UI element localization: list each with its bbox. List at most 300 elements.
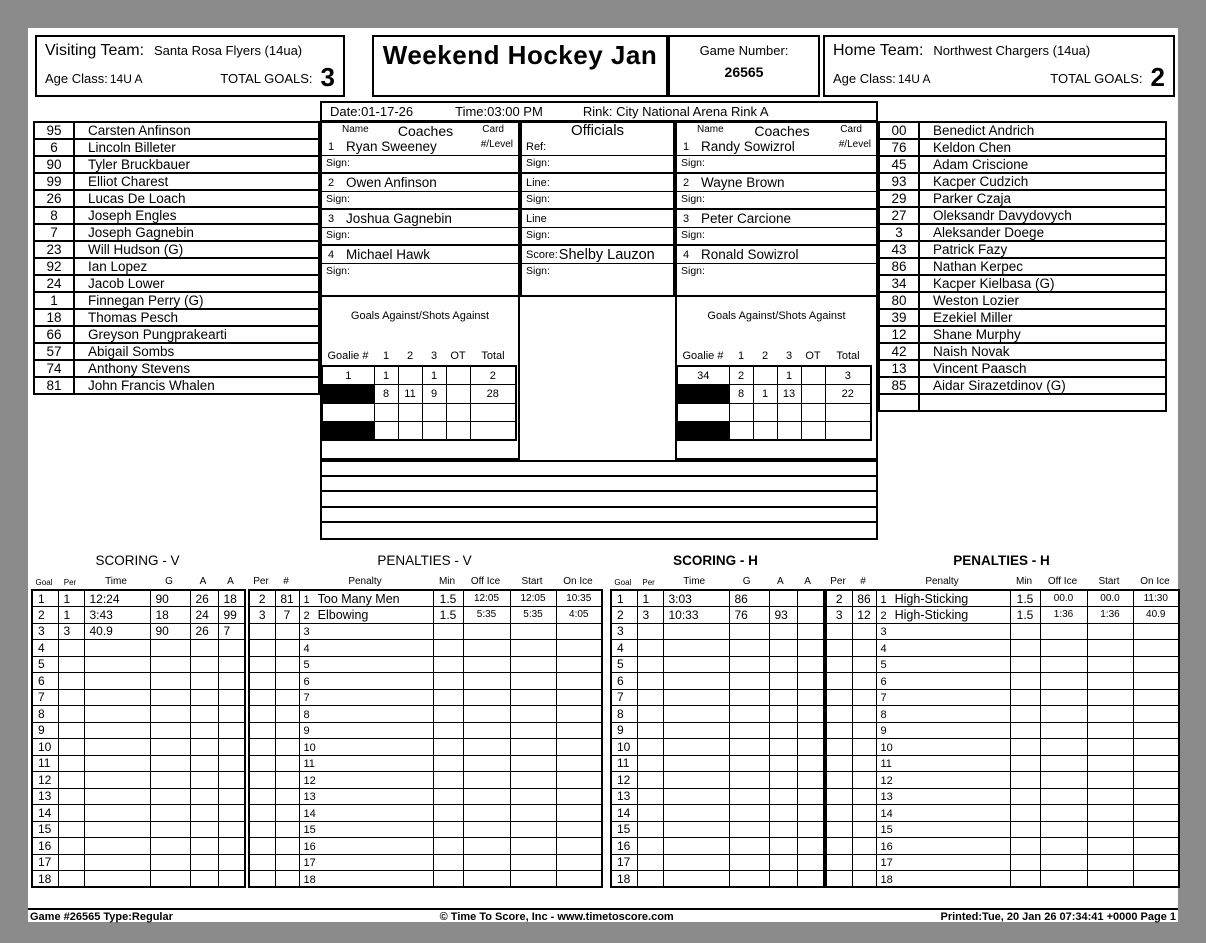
game-number-box — [668, 35, 820, 97]
goal-scorer — [150, 838, 190, 855]
sign-label: Sign: — [526, 157, 550, 169]
player-number: 42 — [879, 343, 919, 360]
goalie-number-cell — [677, 403, 729, 422]
period: 3 — [58, 623, 84, 640]
assist-2 — [218, 755, 245, 772]
home-age-class-value: 14U A — [897, 72, 931, 87]
player-number: 43 — [879, 241, 919, 258]
scoring-row — [32, 640, 245, 657]
scoresheet-page — [28, 28, 1178, 922]
visiting-coaches-box — [320, 121, 520, 297]
penalty-minutes — [433, 640, 463, 657]
penalty-period: 2 — [249, 590, 275, 607]
player-name: Oleksandr Davydovych — [919, 207, 1166, 224]
penalty-start — [1087, 722, 1133, 739]
goals-against-row — [677, 366, 871, 385]
penalty-off-ice — [463, 706, 510, 723]
assist-2 — [797, 623, 824, 640]
penalty-row — [826, 607, 1179, 624]
penalty-off-ice: 1:36 — [1040, 607, 1087, 624]
penalty-period — [826, 788, 852, 805]
penalty-period — [249, 788, 275, 805]
assist-1 — [190, 689, 218, 706]
penalty-cell — [299, 755, 433, 772]
penalty-cell — [299, 821, 433, 838]
blank-row — [322, 462, 876, 477]
penalty-cell — [876, 689, 1010, 706]
goals-against-row — [322, 385, 516, 404]
roster-row — [879, 241, 1166, 258]
scoring-row — [32, 854, 245, 871]
goal-number: 1 — [32, 590, 58, 607]
event-title-box — [372, 35, 668, 97]
roster-row — [34, 139, 319, 156]
goal-time — [663, 640, 729, 657]
penalty-cell — [876, 821, 1010, 838]
goal-number: 8 — [611, 706, 637, 723]
column-headers — [825, 569, 1178, 589]
penalty-cell — [299, 623, 433, 640]
penalty-start — [510, 739, 556, 756]
goal-scorer — [729, 755, 769, 772]
visiting-total-goals-value: 3 — [320, 62, 335, 92]
goal-scorer — [729, 838, 769, 855]
column-headers — [610, 569, 821, 589]
penalty-period — [249, 755, 275, 772]
penalty-start — [510, 722, 556, 739]
period: 1 — [58, 607, 84, 624]
penalty-period — [249, 772, 275, 789]
penalty-start — [510, 805, 556, 822]
period — [58, 739, 84, 756]
penalty-period — [826, 772, 852, 789]
goal-number: 9 — [611, 722, 637, 739]
penalty-on-ice — [1133, 755, 1179, 772]
penalty-minutes — [1010, 854, 1040, 871]
scoring-table — [31, 589, 246, 888]
penalty-player-number — [275, 871, 299, 888]
coach-row — [322, 246, 518, 264]
roster-row — [34, 190, 319, 207]
penalty-row — [826, 772, 1179, 789]
goal-time — [84, 673, 150, 690]
scoring-h-section — [610, 553, 821, 888]
goal-scorer — [729, 854, 769, 871]
goal-scorer — [150, 821, 190, 838]
player-name: Kacper Cudzich — [919, 173, 1166, 190]
goals-against-cell: 13 — [777, 385, 801, 404]
penalty-row-number: 7 — [303, 692, 310, 705]
goal-number: 18 — [611, 871, 637, 888]
period — [58, 722, 84, 739]
scoring-row — [611, 607, 824, 624]
player-number: 57 — [34, 343, 74, 360]
goalie-number-cell — [677, 422, 729, 441]
penalty-start — [510, 673, 556, 690]
goals-against-cell — [777, 422, 801, 441]
penalty-minutes: 1.5 — [433, 607, 463, 624]
roster-row — [879, 360, 1166, 377]
goal-number: 16 — [611, 838, 637, 855]
assist-1 — [769, 590, 797, 607]
penalty-start: 1:36 — [1087, 607, 1133, 624]
penalty-on-ice: 4:05 — [556, 607, 602, 624]
player-number: 8 — [34, 207, 74, 224]
coaches-header — [322, 123, 518, 138]
sign-label: Sign: — [526, 265, 550, 277]
scoring-row — [611, 739, 824, 756]
scoring-row — [32, 689, 245, 706]
penalty-player-number — [275, 854, 299, 871]
goal-number: 13 — [32, 788, 58, 805]
column-header: A — [804, 576, 811, 587]
penalty-row-number: 4 — [880, 642, 887, 655]
penalty-row — [826, 706, 1179, 723]
player-number: 74 — [34, 360, 74, 377]
penalty-period — [826, 689, 852, 706]
goal-number: 12 — [32, 772, 58, 789]
official-sign-row — [522, 228, 673, 246]
sign-label: Sign: — [526, 193, 550, 205]
penalty-player-number: 7 — [275, 607, 299, 624]
penalty-player-number — [852, 722, 876, 739]
player-name: Jacob Lower — [74, 275, 319, 292]
goals-against-cell: 11 — [398, 385, 422, 404]
penalty-start — [1087, 805, 1133, 822]
roster-row — [34, 241, 319, 258]
assist-2 — [797, 871, 824, 888]
player-number: 92 — [34, 258, 74, 275]
goal-time — [663, 854, 729, 871]
assist-1 — [190, 722, 218, 739]
visiting-goals-against-box — [320, 295, 520, 460]
period — [637, 640, 663, 657]
coach-row — [677, 174, 876, 192]
goal-scorer — [150, 656, 190, 673]
goal-time: 3:43 — [84, 607, 150, 624]
penalty-period: 2 — [826, 590, 852, 607]
player-name: Naish Novak — [919, 343, 1166, 360]
assist-2 — [797, 640, 824, 657]
player-number: 34 — [879, 275, 919, 292]
penalty-off-ice — [1040, 689, 1087, 706]
footer-copyright: © Time To Score, Inc - www.timetoscore.com — [439, 911, 674, 923]
penalty-on-ice — [556, 772, 602, 789]
roster-row — [34, 343, 319, 360]
penalty-row — [249, 788, 602, 805]
assist-2 — [218, 706, 245, 723]
penalty-off-ice — [1040, 788, 1087, 805]
player-number: 23 — [34, 241, 74, 258]
goal-scorer — [150, 772, 190, 789]
scoring-row — [611, 871, 824, 888]
column-header: Penalty — [348, 576, 382, 587]
penalty-on-ice — [1133, 689, 1179, 706]
penalty-minutes — [433, 854, 463, 871]
penalty-player-number — [852, 854, 876, 871]
goal-number: 2 — [32, 607, 58, 624]
penalty-period — [249, 821, 275, 838]
penalty-cell — [299, 838, 433, 855]
goal-scorer — [729, 623, 769, 640]
goal-number: 5 — [611, 656, 637, 673]
penalty-start — [1087, 706, 1133, 723]
player-name: Vincent Paasch — [919, 360, 1166, 377]
goals-against-table — [321, 365, 517, 441]
assist-1: 24 — [190, 607, 218, 624]
roster-row — [34, 377, 319, 394]
player-number: 13 — [879, 360, 919, 377]
roster-row — [879, 156, 1166, 173]
penalty-row-number: 10 — [880, 741, 893, 754]
player-name: Nathan Kerpec — [919, 258, 1166, 275]
goal-number: 3 — [32, 623, 58, 640]
period — [58, 871, 84, 888]
coach-number: 3 — [683, 212, 690, 225]
penalty-row — [826, 788, 1179, 805]
column-header: A — [777, 576, 784, 587]
player-name: Joseph Engles — [74, 207, 319, 224]
coaches-title: Coaches — [754, 123, 810, 139]
official-label: Ref: — [526, 140, 547, 153]
goals-against-cell — [422, 422, 446, 441]
assist-2 — [218, 640, 245, 657]
penalty-cell — [876, 607, 1010, 624]
penalty-row-number: 3 — [303, 626, 310, 639]
goal-number: 3 — [611, 623, 637, 640]
goal-time: 12:24 — [84, 590, 150, 607]
penalty-on-ice — [1133, 854, 1179, 871]
goal-number: 11 — [611, 755, 637, 772]
assist-1 — [190, 755, 218, 772]
player-number: 26 — [34, 190, 74, 207]
period: 1 — [637, 590, 663, 607]
goal-number: 18 — [32, 871, 58, 888]
penalty-cell — [299, 871, 433, 888]
period: 1 — [58, 590, 84, 607]
goal-scorer — [729, 640, 769, 657]
coach-row — [322, 210, 518, 228]
penalty-off-ice — [463, 640, 510, 657]
goal-time — [84, 788, 150, 805]
penalty-start — [1087, 838, 1133, 855]
penalty-period — [826, 871, 852, 888]
goals-against-cell — [801, 366, 825, 385]
goals-against-cell — [398, 403, 422, 422]
footer-game-info: Game #26565 Type:Regular — [30, 911, 173, 923]
penalty-on-ice — [556, 805, 602, 822]
penalty-off-ice — [463, 821, 510, 838]
scoring-row — [611, 640, 824, 657]
visiting-age-class-value: 14U A — [109, 72, 143, 87]
assist-1 — [769, 772, 797, 789]
penalty-player-number — [275, 689, 299, 706]
scoring-row — [611, 854, 824, 871]
penalty-on-ice — [1133, 838, 1179, 855]
player-number: 6 — [34, 139, 74, 156]
player-name: Ian Lopez — [74, 258, 319, 275]
player-number: 99 — [34, 173, 74, 190]
goal-scorer — [150, 739, 190, 756]
penalty-start — [510, 755, 556, 772]
player-name: Finnegan Perry (G) — [74, 292, 319, 309]
penalties-h-title: PENALTIES - H — [953, 553, 1050, 568]
penalty-period — [249, 871, 275, 888]
goal-scorer — [150, 854, 190, 871]
penalty-row-number: 16 — [880, 840, 893, 853]
penalties-v-title: PENALTIES - V — [377, 553, 472, 568]
assist-1 — [769, 838, 797, 855]
penalty-minutes — [1010, 788, 1040, 805]
goal-number: 12 — [611, 772, 637, 789]
penalty-row — [826, 755, 1179, 772]
goal-scorer: 90 — [150, 623, 190, 640]
assist-1 — [769, 706, 797, 723]
penalty-period — [249, 656, 275, 673]
blank-row — [322, 492, 876, 507]
penalty-row-number: 5 — [303, 659, 310, 672]
penalty-row — [826, 739, 1179, 756]
goal-scorer: 76 — [729, 607, 769, 624]
roster-row — [879, 173, 1166, 190]
assist-1 — [190, 788, 218, 805]
goal-number: 16 — [32, 838, 58, 855]
goalie-number-cell — [322, 385, 374, 404]
scoring-row — [32, 706, 245, 723]
scoring-row — [611, 706, 824, 723]
official-label: Score: — [526, 248, 558, 261]
penalty-row-number: 17 — [303, 857, 316, 870]
assist-1 — [769, 689, 797, 706]
penalty-off-ice — [1040, 871, 1087, 888]
coach-name: Joshua Gagnebin — [346, 211, 452, 226]
goal-number: 10 — [32, 739, 58, 756]
goal-scorer — [729, 689, 769, 706]
roster-row — [879, 258, 1166, 275]
penalty-on-ice — [556, 739, 602, 756]
penalty-minutes: 1.5 — [1010, 607, 1040, 624]
roster-row — [34, 275, 319, 292]
penalty-row — [249, 640, 602, 657]
column-header: # — [860, 576, 866, 587]
column-header: A — [199, 576, 207, 587]
coach-number: 3 — [328, 212, 335, 225]
home-total-goals — [1050, 62, 1165, 92]
penalty-off-ice: 00.0 — [1040, 590, 1087, 607]
period — [637, 722, 663, 739]
goal-number: 6 — [611, 673, 637, 690]
coaches-title: Coaches — [397, 123, 454, 139]
visiting-age-class-label: Age Class: — [45, 71, 108, 87]
player-number: 00 — [879, 122, 919, 139]
assist-2 — [797, 656, 824, 673]
goal-time — [663, 821, 729, 838]
scoring-h-title: SCORING - H — [673, 553, 758, 568]
penalty-row-number: 14 — [303, 807, 316, 820]
penalty-start — [1087, 755, 1133, 772]
roster-row — [879, 309, 1166, 326]
penalty-off-ice: 12:05 — [463, 590, 510, 607]
penalty-on-ice — [556, 871, 602, 888]
penalty-on-ice — [556, 722, 602, 739]
penalty-on-ice — [556, 689, 602, 706]
penalty-off-ice — [1040, 656, 1087, 673]
penalty-period — [249, 838, 275, 855]
game-info-bar — [320, 101, 878, 122]
penalty-off-ice — [463, 854, 510, 871]
visiting-roster-table — [33, 121, 320, 395]
goals-against-header — [677, 350, 876, 365]
penalty-off-ice — [1040, 821, 1087, 838]
penalty-cell — [876, 640, 1010, 657]
assist-1 — [190, 739, 218, 756]
penalty-start — [1087, 689, 1133, 706]
penalty-cell — [299, 656, 433, 673]
goal-number: 13 — [611, 788, 637, 805]
home-age-class — [833, 71, 931, 86]
goals-against-column-header: Goalie # — [327, 350, 369, 362]
assist-1 — [190, 772, 218, 789]
penalty-on-ice — [556, 821, 602, 838]
penalty-minutes — [1010, 689, 1040, 706]
penalty-cell — [876, 772, 1010, 789]
assist-1 — [769, 623, 797, 640]
penalty-row — [826, 640, 1179, 657]
scoring-row — [32, 772, 245, 789]
goals-against-column-header: Goalie # — [682, 350, 724, 362]
period — [637, 838, 663, 855]
goals-against-column-header: 1 — [737, 350, 745, 362]
penalty-cell — [876, 739, 1010, 756]
penalty-start: 00.0 — [1087, 590, 1133, 607]
goal-time — [84, 640, 150, 657]
assist-1 — [769, 722, 797, 739]
column-header: Off Ice — [470, 576, 501, 587]
home-team-label: Home Team: — [833, 42, 924, 59]
penalty-off-ice — [1040, 673, 1087, 690]
column-header: Min — [1015, 576, 1033, 587]
coach-sign-row — [322, 264, 518, 282]
scoring-row — [611, 722, 824, 739]
penalty-off-ice — [1040, 838, 1087, 855]
assist-2 — [218, 788, 245, 805]
scoring-row — [611, 656, 824, 673]
period — [58, 772, 84, 789]
assist-1 — [769, 821, 797, 838]
visiting-team-label: Visiting Team: — [45, 42, 145, 59]
penalty-minutes — [1010, 656, 1040, 673]
home-total-goals-value: 2 — [1150, 62, 1165, 92]
period — [58, 656, 84, 673]
goal-scorer — [729, 821, 769, 838]
penalty-player-number — [275, 656, 299, 673]
goal-time — [84, 656, 150, 673]
roster-row — [34, 207, 319, 224]
penalty-minutes — [433, 706, 463, 723]
period — [58, 788, 84, 805]
goals-against-cell — [446, 385, 470, 404]
penalty-on-ice — [556, 673, 602, 690]
coach-sign-row — [322, 228, 518, 246]
home-team-box — [823, 35, 1175, 97]
penalty-cell — [299, 673, 433, 690]
penalty-off-ice — [1040, 706, 1087, 723]
player-number: 85 — [879, 377, 919, 394]
period — [637, 854, 663, 871]
penalty-period — [249, 739, 275, 756]
assist-2: 99 — [218, 607, 245, 624]
penalty-row — [826, 854, 1179, 871]
